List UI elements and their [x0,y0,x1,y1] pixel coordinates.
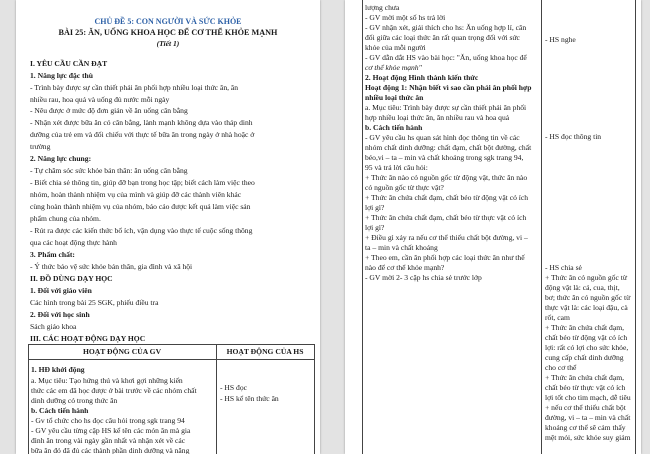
gv-line: a. Mục tiêu: Trình bày được sự cần thiết phải ăn phối [365,103,527,112]
section-heading: I. YÊU CẦU CẦN ĐẠT [30,59,108,68]
subsection-heading: 1. Đối với giáo viên [30,286,92,295]
gv-line: khỏe của mỗi người [365,43,426,52]
hs-line: rốt, cam [545,313,570,322]
text-line: - Nêu được ở mức độ đơn giản về ăn uống cân bằng [30,106,188,115]
hs-line: - HS đọc [220,383,247,392]
hs-line: thực vật là: các loại đậu, cà [545,303,628,312]
gv-line: bữa ăn đó đã đủ các thành phần dinh dưỡng và năng [31,446,190,454]
lesson-title: BÀI 25: ĂN, UỐNG KHOA HỌC ĐỂ CƠ THỂ KHỎE MẠNH [58,28,278,37]
text-line: - Trình bày được sự cần thiết phải ăn phối hợp nhiều loại thức ăn, ăn [30,83,239,92]
hs-line: đường, vi – ta – min và chất [545,413,631,422]
gv-line: Hoạt động 1: Nhận biết vì sao cần phải ăn phối hợp [365,83,532,92]
gv-line: 95 và trả lời câu hỏi: [365,163,428,172]
gv-line: lượng chưa [365,3,400,12]
gv-line: - GV dẫn dắt HS vào bài học: "Ăn, uống khoa học để [365,53,527,62]
document-page-2 [345,0,641,454]
hs-line: - HS nghe [545,35,576,44]
gv-line: dinh dưỡng có trong thức ăn [31,396,118,405]
chapter-title: CHỦ ĐỀ 5: CON NGƯỜI VÀ SỨC KHỎE [94,17,242,26]
subsection-heading: 2. Năng lực chung: [30,154,92,163]
text-line: dưỡng của trẻ em và đối chiếu với thực tế bữa ăn trong ngày ở nhà hoặc ở [30,130,255,139]
gv-line: đối giữa các loại thức ăn rất quan trọng đối với sức [365,33,520,42]
document-page-1 [16,0,320,454]
gv-line: 2. Hoạt động Hình thành kiến thức [365,73,479,82]
text-line: - Ý thức bảo vệ sức khỏe bản thân, gia đình và xã hội [30,262,193,271]
gv-line: lợi gì? [365,223,385,232]
hs-line: + Thức ăn có nguồn gốc từ [545,273,627,282]
hs-line: cho cơ thể [545,363,577,372]
subsection-heading: 1. Năng lực đặc thù [30,71,93,80]
subsection-heading: 3. Phẩm chất: [30,250,75,259]
gv-line: - Gv tổ chức cho hs đọc câu hỏi trong sgk trang 94 [31,416,185,425]
gv-line: - GV nhận xét, giải thích cho hs: Ăn uống hợp lí, cân [365,23,527,32]
hs-line: mệt mỏi, sức khỏe suy giảm [545,433,631,442]
gv-line: lợi gì? [365,203,385,212]
gv-line: a. Mục tiêu: Tạo hứng thú và khơi gợi những kiến [31,376,183,385]
hs-line: chất béo từ động vật có ích [545,333,628,342]
gv-line: - GV yêu cầu từng cặp HS kể tên các món ăn mà gia [31,426,191,435]
hs-line: + Thức ăn chứa chất đạm, [545,373,625,382]
gv-line: thức các em đã học được ở bài trước về các nhóm chất [31,386,197,395]
gv-line: nào để cơ thể khỏe mạnh? [365,263,445,272]
hs-line: bơ; thức ăn có nguồn gốc từ [545,293,631,302]
hs-line: - HS kể tên thức ăn [220,394,279,403]
text-line: Sách giáo khoa [30,322,77,331]
text-line: nhiều rau, hoa quả và uống đủ nước mỗi ngày [30,95,170,104]
lesson-period: (Tiết 1) [156,39,180,48]
gv-line: b. Cách tiến hành [31,406,89,415]
gv-line: - GV mời một số hs trả lời [365,13,446,22]
text-line: - Rút ra được các kiến thức bổ ích, vận dụng vào thực tế cuộc sống thông [30,226,253,235]
text-line: cùng hoàn thành nhiệm vụ của nhóm, báo cáo được kết quả làm việc sản [30,202,251,211]
hs-line: - HS đọc thông tin [545,132,602,141]
gv-line: ta – min và chất khoáng [365,243,438,252]
gv-line: nhóm chất dinh dưỡng: chất đạm, chất bột đường, chất [365,143,532,152]
text-line: - Tự chăm sóc sức khỏe bản thân: ăn uống cân bằng [30,166,188,175]
gv-line: 1. HĐ khởi động [31,365,85,374]
gv-line: có nguồn gốc từ thực vật? [365,183,444,192]
table-header-gv: HOẠT ĐỘNG CỦA GV [82,347,162,356]
hs-line: + nếu cơ thể thiếu chất bột [545,403,626,412]
hs-line: động vật là: cá, cua, thịt, [545,283,620,292]
hs-line: lợi tốt cho tim mạch, dễ tiêu [545,393,631,402]
hs-line: cung cấp chất dinh dưỡng [545,353,624,362]
gv-line: + Theo em, cần ăn phối hợp các loại thức ăn như thế [365,253,525,262]
gv-line: cơ thể khỏe mạnh" [365,63,422,72]
text-line: phẩm chung của nhóm. [30,214,101,223]
gv-line: nhiều loại thức ăn [365,93,424,102]
text-line: trường [30,142,51,151]
text-line: Các hình trong bài 25 SGK, phiếu điều tra [30,298,159,307]
gv-line: + Điều gì xảy ra nếu cơ thể thiếu chất bột đường, vi – [365,233,528,242]
gv-line: + Thức ăn nào có nguồn gốc từ động vật, thức ăn nào [365,173,528,182]
text-line: nhóm, hoàn thành nhiệm vụ của mình và giúp đỡ các thành viên khác [30,190,242,199]
section-heading: III. CÁC HOẠT ĐỘNG DẠY HỌC [30,334,146,343]
hs-line: - HS chia sẻ [545,263,582,272]
section-heading: II. ĐỒ DÙNG DẠY HỌC [30,274,113,283]
table-header-hs: HOẠT ĐỘNG CỦA HS [226,347,304,356]
gv-line: + Thức ăn chứa chất đạm, chất béo từ thực vật có ích [365,213,527,222]
subsection-heading: 2. Đối với học sinh [30,310,90,319]
gv-line: hợp nhiều loại thức ăn, ăn nhiều rau và hoa quả [365,113,510,122]
gv-line: - GV mời 2- 3 cặp hs chia sẻ trước lớp [365,273,482,282]
gv-line: b. Cách tiến hành [365,123,423,132]
hs-line: khoáng cơ thể sẽ cảm thấy [545,423,626,432]
text-line: - Biết chia sẻ thông tin, giúp đỡ bạn trong học tập; biết cách làm việc theo [30,178,255,187]
gv-line: béo,vi – ta – min và chất khoáng trong sgk trang 94, [365,153,524,162]
gv-line: đình ăn trong vài ngày gần nhất và nhận xét về các [31,436,186,445]
gv-line: - GV yêu cầu hs quan sát hình đọc thông tin về các [365,133,520,142]
hs-line: + Thức ăn chứa chất đạm, [545,323,625,332]
text-line: - Nhận xét được bữa ăn có cân bằng, lành mạnh không dựa vào tháp dinh [30,118,253,127]
hs-line: lợi: rất có lợi cho sức khỏe, [545,343,629,352]
text-line: qua các hoạt động thực hành [30,238,117,247]
gv-line: + Thức ăn chứa chất đạm, chất béo từ động vật có ích [365,193,529,202]
hs-line: chất béo từ thực vật có ích [545,383,626,392]
